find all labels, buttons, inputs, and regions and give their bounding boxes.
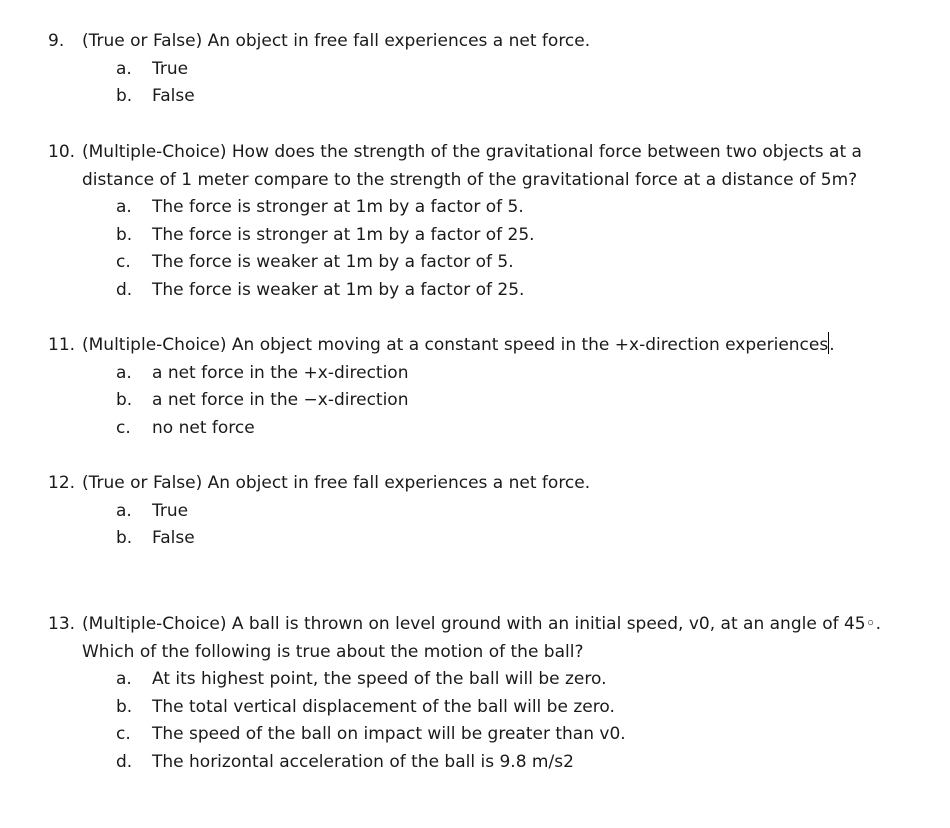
option-item (48, 387, 928, 415)
question-line (48, 639, 928, 667)
option-list (48, 56, 928, 111)
option-text: The speed of the ball on impact will be greater than v0. (152, 724, 626, 744)
text-cursor (828, 332, 829, 354)
option-item (48, 56, 928, 84)
question-number: 12. (48, 473, 76, 493)
option-item (48, 694, 928, 722)
option-list (48, 360, 928, 443)
option-letter: a. (116, 500, 132, 521)
option-letter: c. (116, 417, 131, 438)
option-letter: c. (116, 252, 131, 272)
option-text: False (152, 528, 195, 548)
option-letter: a. (116, 362, 132, 383)
option-text: At its highest point, the speed of the ball will be zero. (152, 669, 607, 689)
question-text: (Multiple-Choice) How does the strength of the gravitational force between two objects at a (82, 142, 862, 162)
option-item (48, 277, 928, 305)
option-item (48, 525, 928, 553)
question-number: 9. (48, 31, 65, 51)
question-12 (48, 470, 928, 553)
question-text: (True or False) An object in free fall experiences a net force. (82, 473, 591, 493)
question-text: (True or False) An object in free fall experiences a net force. (82, 31, 591, 51)
option-text: a net force in the +x-direction (152, 362, 409, 383)
option-text: no net force (152, 417, 255, 438)
question-9 (48, 28, 928, 111)
option-item (48, 666, 928, 694)
option-list (48, 498, 928, 553)
question-text-trailing: . (829, 335, 835, 355)
question-text (82, 332, 928, 360)
option-letter: b. (116, 224, 133, 245)
question-line (48, 611, 928, 639)
question-text: distance of 1 meter compare to the strength of the gravitational force at a distance of 5m? (82, 169, 858, 190)
question-text: (Multiple-Choice) A ball is thrown on level ground with an initial speed, v0, at an angle of 45◦. (82, 614, 882, 634)
option-item (48, 415, 928, 443)
option-item (48, 498, 928, 526)
option-item (48, 83, 928, 111)
option-item (48, 721, 928, 749)
option-letter: b. (116, 528, 133, 548)
option-item (48, 194, 928, 222)
option-text: True (152, 58, 189, 79)
question-line (48, 167, 928, 195)
option-letter: b. (116, 86, 133, 106)
option-letter: a. (116, 669, 132, 689)
question-text-main: (Multiple-Choice) An object moving at a constant speed in the +x-direction experiences (82, 335, 829, 355)
option-letter: d. (116, 751, 133, 772)
option-letter: b. (116, 696, 133, 717)
option-text: The force is stronger at 1m by a factor of 5. (152, 197, 524, 217)
question-number: 13. (48, 614, 76, 634)
question-text: Which of the following is true about the motion of the ball? (82, 641, 584, 662)
question-line (48, 139, 928, 167)
option-text: False (152, 86, 195, 106)
question-number: 11. (48, 335, 76, 355)
option-list (48, 194, 928, 304)
option-letter: a. (116, 58, 132, 79)
option-letter: a. (116, 197, 132, 217)
option-item (48, 222, 928, 250)
question-line (48, 332, 928, 360)
question-line (48, 28, 928, 56)
option-text: The horizontal acceleration of the ball is 9.8 m/s2 (152, 751, 574, 772)
question-11 (48, 332, 928, 442)
option-text: The force is stronger at 1m by a factor of 25. (152, 224, 535, 245)
question-line (48, 470, 928, 498)
option-text: The force is weaker at 1m by a factor of 25. (152, 279, 525, 300)
option-text: True (152, 500, 189, 521)
option-text: a net force in the −x-direction (152, 390, 409, 410)
option-letter: d. (116, 279, 133, 300)
option-list (48, 666, 928, 776)
question-number: 10. (48, 142, 76, 162)
option-letter: b. (116, 390, 133, 410)
option-text: The force is weaker at 1m by a factor of 5. (152, 252, 514, 272)
option-text: The total vertical displacement of the ball will be zero. (152, 696, 615, 717)
option-letter: c. (116, 724, 131, 744)
question-10 (48, 139, 928, 304)
option-item (48, 249, 928, 277)
question-13 (48, 611, 928, 776)
option-item (48, 749, 928, 777)
option-item (48, 360, 928, 388)
